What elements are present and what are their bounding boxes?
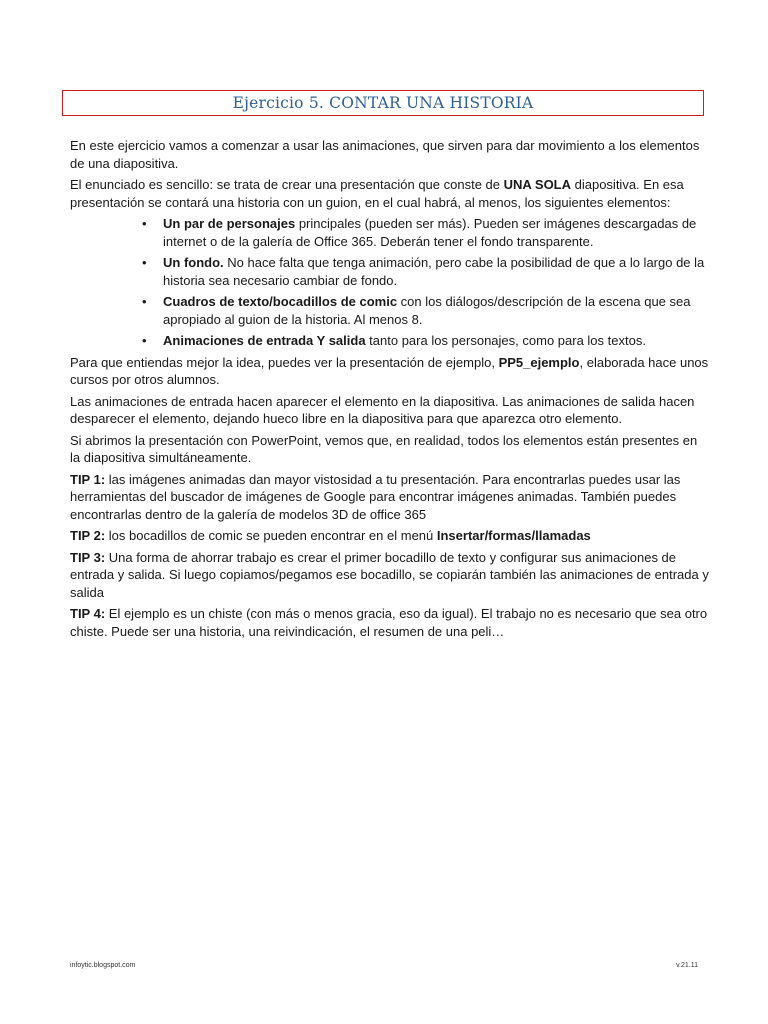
page-title: Ejercicio 5. CONTAR UNA HISTORIA (232, 94, 534, 112)
tip-4: TIP 4: El ejemplo es un chiste (con más o menos gracia, eso da igual). El trabajo no es necesario que sea otro chiste. Puede ser una historia, una reivindicación, el resumen de una peli… (70, 606, 708, 639)
bullet-icon: • (142, 255, 147, 270)
bullet-icon: • (142, 294, 147, 309)
statement-paragraph: El enunciado es sencillo: se trata de crear una presentación que conste de UNA SOLA diapositiva. En esa presentación se contará una historia con un guion, en el cual habrá, al menos, los siguientes elementos: (70, 177, 684, 210)
list-item: • Un fondo. No hace falta que tenga animación, pero cabe la posibilidad de que a lo largo de la historia sea necesario cambiar de fondo. (142, 255, 705, 288)
tip-3: TIP 3: Una forma de ahorrar trabajo es crear el primer bocadillo de texto y configurar sus animaciones de entrada y salida. Si luego copiamos/pegamos ese bocadillo, se copiarán también las animaciones de entrada y salida (70, 549, 709, 600)
tip-2: TIP 2: los bocadillos de comic se pueden encontrar en el menú Insertar/formas/llamadas (70, 528, 591, 543)
animations-paragraph: Las animaciones de entrada hacen aparecer el elemento en la diapositiva. Las animaciones de salida hacen desparecer el elemento, dejando hueco libre en la diapositiva para que aparezca otro elemento. (70, 393, 695, 426)
bullet-icon: • (142, 333, 147, 348)
bullet-icon: • (142, 216, 147, 231)
elements-list (70, 215, 710, 350)
powerpoint-paragraph: Si abrimos la presentación con PowerPoint, vemos que, en realidad, todos los elementos están presentes en la diapositiva simultáneamente. (70, 432, 698, 465)
tip-1: TIP 1: las imágenes animadas dan mayor vistosidad a tu presentación. Para encontrarlas puedes usar las herramientas del buscador de imágenes de Google para encontrar imágenes animadas. También puedes encontrarlas dentro de la galería de modelos 3D de office 365 (70, 471, 681, 522)
footer-site: infoytic.blogspot.com (70, 962, 136, 969)
list-item: • Un par de personajes principales (pueden ser más). Pueden ser imágenes descargadas de internet o de la galería de Office 365. Deberán tener el fondo transparente. (142, 216, 697, 249)
title-box (62, 90, 704, 116)
list-item: • Animaciones de entrada Y salida tanto para los personajes, como para los textos. (142, 333, 646, 348)
document-body (70, 137, 710, 644)
intro-paragraph: En este ejercicio vamos a comenzar a usar las animaciones, que sirven para dar movimiento a los elementos de una diapositiva. (70, 138, 700, 171)
example-paragraph: Para que entiendas mejor la idea, puedes ver la presentación de ejemplo, PP5_ejemplo, elaborada hace unos cursos por otros alumnos. (70, 354, 709, 387)
list-item: • Cuadros de texto/bocadillos de comic con los diálogos/descripción de la escena que sea apropiado al guion de la historia. Al menos 8. (142, 294, 691, 327)
footer-version: v.21.11 (676, 962, 698, 969)
